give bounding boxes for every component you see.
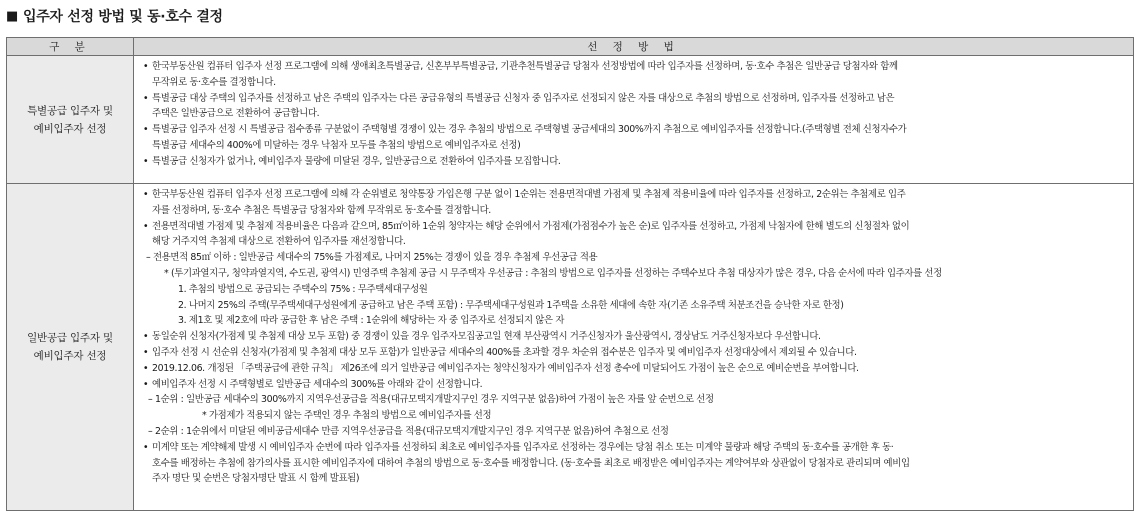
list-item-continuation: 호수를 배정하는 추첨에 참가의사를 표시한 예비입주자에 대하여 추첨의 방법으로 동·호수를 배정합니다. (동·호수를 최초로 배정받은 예비입주자는 계약여부와 상관없이 당첨자로 관리되며 예비입	[152, 457, 910, 469]
list-item: • 특별공급 신청자가 없거나, 예비입주자 물량에 미달된 경우, 일반공급으로 전환하여 입주자를 모집합니다.	[142, 154, 1127, 170]
list-item: • 특별공급 입주자 선정 시 특별공급 접수종류 구분없이 주택형별 경쟁이 있는 경우 추첨의 방법으로 주택형별 공급세대의 300%까지 추첨으로 예비입주자를 선정합니다.(주택형별 전체 신청자수가	[142, 122, 1127, 138]
list-item-continuation: 무작위로 동·호수를 결정합니다.	[152, 76, 276, 88]
table-header-row	[7, 38, 1134, 56]
category-label-line: 예비입주자 선정	[33, 122, 107, 135]
selection-method-table	[6, 37, 1134, 511]
note-item: * (투기과열지구, 청약과열지역, 수도권, 광역시) 민영주택 추첨제 공급 시 무주택자 우선공급 : 추첨의 방법으로 입주자를 선정하는 주택수보다 추첨 대상자가 많은 경우, 다음 순서에 따라 입주자를 선정	[164, 267, 942, 279]
method-cell-special	[134, 56, 1134, 184]
dash-item: – 전용면적 85㎡ 이하 : 일반공급 세대수의 75%를 가점제로, 나머지 25%는 경쟁이 있을 경우 추첨제 우선공급 적용	[146, 252, 598, 264]
section-title	[6, 6, 223, 26]
list-item: • 전용면적대별 가점제 및 추첨제 적용비율은 다음과 같으며, 85㎡이하 1순위 청약자는 해당 순위에서 가점제(가점점수가 높은 순)로 입주자를 선정하고, 가점제 낙첨자에 한해 별도의 신청절차 없이	[142, 219, 1127, 235]
numbered-item: 1. 추첨의 방법으로 공급되는 주택수의 75% : 무주택세대구성원	[178, 283, 428, 295]
square-bullet-icon: ■	[6, 8, 18, 24]
numbered-item: 3. 제1호 및 제2호에 따라 공급한 후 남은 주택 : 1순위에 해당하는 자 중 입주자로 선정되지 않은 자	[178, 315, 565, 327]
list-item: • 특별공급 대상 주택의 입주자를 선정하고 남은 주택의 입주자는 다른 공급유형의 특별공급 신청자 중 입주자로 선정되지 않은 자를 대상으로 추첨의 방법으로 선정하며, 입주자를 선정하고 남은	[142, 91, 1127, 107]
method-cell-general	[134, 184, 1134, 511]
table-row-special	[7, 56, 1134, 184]
column-header-category: 구 분	[7, 38, 134, 56]
list-item-continuation: 해당 거주지역 추첨제 대상으로 전환하여 입주자를 재선정합니다.	[152, 236, 406, 248]
list-item-continuation: 자를 선정하며, 동·호수 추첨은 특별공급 당첨자와 함께 무작위로 동·호수를 결정합니다.	[152, 204, 491, 216]
list-item: • 2019.12.06. 개정된 「주택공급에 관한 규칙」 제26조에 의거 일반공급 예비입주자는 청약신청자가 예비입주자 선정 총수에 미달되어도 가점이 높은 순으로 예비순번을 부여합니다.	[142, 361, 1127, 377]
category-label-line: 예비입주자 선정	[33, 350, 107, 362]
list-item-continuation: 특별공급 세대수의 400%에 미달하는 경우 낙첨자 모두를 추첨의 방법으로 예비입주자로 선정)	[152, 139, 521, 151]
list-item-continuation: 주택은 일반공급으로 전환하여 공급합니다.	[152, 108, 320, 120]
table-row-general	[7, 184, 1134, 511]
numbered-item: 2. 나머지 25%의 주택(무주택세대구성원에게 공급하고 남은 주택 포함) : 무주택세대구성원과 1주택을 소유한 세대에 속한 자(기존 소유주택 처분조건을 승낙한 자로 한정)	[178, 299, 844, 311]
list-item: • 한국부동산원 컴퓨터 입주자 선정 프로그램에 의해 생애최초특별공급, 신혼부부특별공급, 기관추천특별공급 당첨자 선정방법에 따라 입주자를 선정하며, 동·호수 추첨은 일반공급 당첨자와 함께	[142, 59, 1127, 75]
dash-item: – 2순위 : 1순위에서 미달된 예비공급세대수 만큼 지역우선공급을 적용(대규모택지개발지구인 경우 지역구분 없음)하여 추첨으로 선정	[148, 425, 669, 437]
category-label-line: 일반공급 입주자 및	[27, 332, 113, 344]
category-label-line: 특별공급 입주자 및	[27, 104, 113, 117]
list-item: • 예비입주자 선정 시 주택형별로 일반공급 세대수의 300%를 아래와 같이 선정합니다.	[142, 377, 1127, 393]
list-item-continuation: 주자 명단 및 순번은 당첨자명단 발표 시 함께 발표됨)	[152, 473, 360, 485]
list-item: • 입주자 선정 시 선순위 신청자(가점제 및 추첨제 대상 모두 포함)가 일반공급 세대수의 400%를 초과할 경우 차순위 접수분은 입주자 및 예비입주자 선정대상에서 제외될 수 있습니다.	[142, 345, 1127, 361]
column-header-method: 선 정 방 법	[134, 38, 1134, 56]
note-item: * 가점제가 적용되지 않는 주택인 경우 추첨의 방법으로 예비입주자를 선정	[202, 410, 492, 422]
category-cell-general	[7, 184, 134, 511]
list-item: • 한국부동산원 컴퓨터 입주자 선정 프로그램에 의해 각 순위별로 청약통장 가입은행 구분 없이 1순위는 전용면적대별 가점제 및 추첨제 적용비율에 따라 입주자를 선정하고, 2순위는 추첨제로 입주	[142, 187, 1127, 203]
category-cell-special	[7, 56, 134, 184]
list-item: • 동일순위 신청자(가점제 및 추첨제 대상 모두 포함) 중 경쟁이 있을 경우 입주자모집공고일 현재 부산광역시 거주신청자가 울산광역시, 경상남도 거주신청자보다 우선합니다.	[142, 329, 1127, 345]
list-item: • 미계약 또는 계약해제 발생 시 예비입주자 순번에 따라 입주자를 선정하되 최초로 예비입주자를 입주자로 선정하는 경우에는 당첨 취소 또는 미계약 물량과 해당 주택의 동·호수를 공개한 후 동·	[142, 440, 1127, 456]
dash-item: – 1순위 : 일반공급 세대수의 300%까지 지역우선공급을 적용(대규모택지개발지구인 경우 지역구분 없음)하여 가점이 높은 자를 앞 순번으로 선정	[148, 394, 714, 406]
section-title-text: 입주자 선정 방법 및 동·호수 결정	[22, 9, 223, 25]
